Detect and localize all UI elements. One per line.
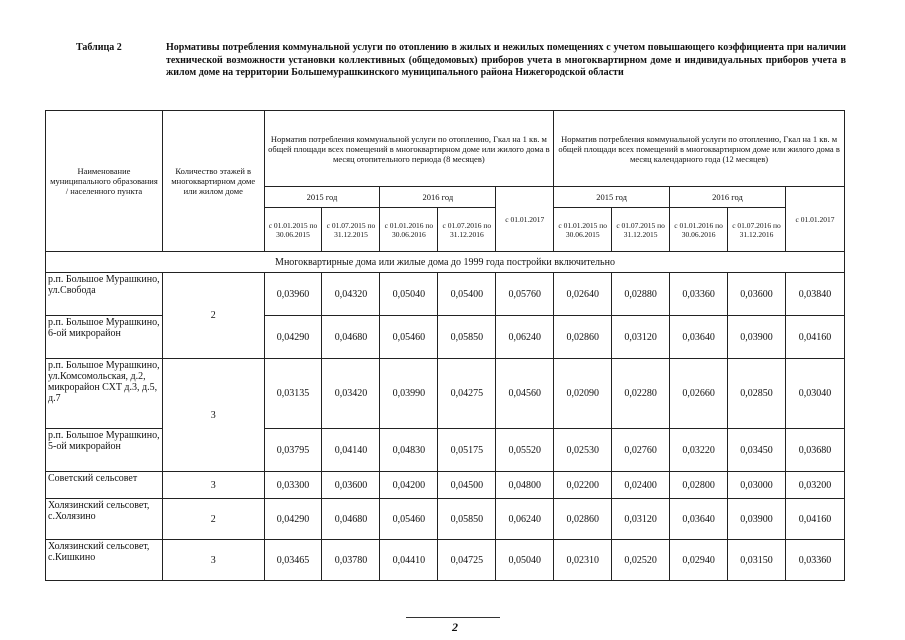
norm-value-cell: 0,03420	[322, 359, 380, 429]
norm-value-cell: 0,05460	[380, 499, 438, 540]
norm-value-cell: 0,03450	[728, 429, 786, 472]
norm-value-cell: 0,06240	[496, 316, 554, 359]
norm-value-cell: 0,03640	[670, 499, 728, 540]
norm-value-cell: 0,04200	[380, 472, 438, 499]
table-row	[46, 273, 845, 316]
norm-value-cell: 0,02660	[670, 359, 728, 429]
page-number: 2	[452, 620, 458, 634]
norm-value-cell: 0,03150	[728, 540, 786, 581]
header-period: с 01.07.2016 по 31.12.2016	[728, 208, 786, 252]
norm-value-cell: 0,03600	[728, 273, 786, 316]
norm-value-cell: 0,04290	[264, 316, 322, 359]
norm-value-cell: 0,02530	[554, 429, 612, 472]
place-name-cell: р.п. Большое Мурашкино, 5-ой микрорайон	[46, 429, 163, 472]
place-name-cell: Холязинский сельсовет, с.Холязино	[46, 499, 163, 540]
header-year-2016: 2016 год	[380, 187, 496, 208]
norm-value-cell: 0,03000	[728, 472, 786, 499]
place-name-cell: р.п. Большое Мурашкино, 6-ой микрорайон	[46, 316, 163, 359]
header-period: с 01.01.2015 по 30.06.2015	[554, 208, 612, 252]
table-body	[46, 273, 845, 581]
norm-value-cell: 0,04560	[496, 359, 554, 429]
floors-cell: 3	[162, 359, 264, 472]
norm-value-cell: 0,05850	[438, 316, 496, 359]
norm-value-cell: 0,03680	[785, 429, 844, 472]
norm-value-cell: 0,05040	[496, 540, 554, 581]
norm-value-cell: 0,04830	[380, 429, 438, 472]
table-row	[46, 359, 845, 429]
header-year-2015: 2015 год	[264, 187, 380, 208]
norm-value-cell: 0,02280	[612, 359, 670, 429]
place-name-cell: р.п. Большое Мурашкино, ул.Свобода	[46, 273, 163, 316]
norm-value-cell: 0,04410	[380, 540, 438, 581]
norm-value-cell: 0,02400	[612, 472, 670, 499]
norm-value-cell: 0,04320	[322, 273, 380, 316]
table-label: Таблица 2	[76, 42, 122, 53]
section-title: Многоквартирные дома или жилые дома до 1999 года постройки включительно	[46, 252, 845, 273]
header-period: с 01.01.2016 по 30.06.2016	[380, 208, 438, 252]
table-caption	[76, 42, 846, 80]
norm-value-cell: 0,04290	[264, 499, 322, 540]
norm-value-cell: 0,05520	[496, 429, 554, 472]
norm-value-cell: 0,02850	[728, 359, 786, 429]
norm-value-cell: 0,04160	[785, 316, 844, 359]
norm-value-cell: 0,02860	[554, 316, 612, 359]
norm-value-cell: 0,02860	[554, 499, 612, 540]
place-name-cell: р.п. Большое Мурашкино, ул.Комсомольская, д.2, микрорайон СХТ д.3, д.5, д.7	[46, 359, 163, 429]
header-period: с 01.01.2015 по 30.06.2015	[264, 208, 322, 252]
norm-value-cell: 0,04680	[322, 499, 380, 540]
table-row	[46, 540, 845, 581]
norm-value-cell: 0,03600	[322, 472, 380, 499]
header-year-2016: 2016 год	[670, 187, 786, 208]
norm-value-cell: 0,02940	[670, 540, 728, 581]
norm-value-cell: 0,04680	[322, 316, 380, 359]
place-name-cell: Холязинский сельсовет, с.Кишкино	[46, 540, 163, 581]
header-period: с 01.01.2016 по 30.06.2016	[670, 208, 728, 252]
norm-value-cell: 0,02520	[612, 540, 670, 581]
norm-value-cell: 0,02880	[612, 273, 670, 316]
header-period: с 01.01.2017	[496, 187, 554, 252]
norm-value-cell: 0,03120	[612, 499, 670, 540]
table-title: Нормативы потребления коммунальной услуги по отоплению в жилых и нежилых помещениях с учетом повышающего коэффициента при наличии технической возможности установки коллективных (общедомовых) приборов учета в многоквартирном доме и индивидуальных приборов учета в жилом доме на территории Большемурашкинского муниципального района Нижегородской области	[166, 42, 846, 78]
table-row	[46, 472, 845, 499]
norm-value-cell: 0,03135	[264, 359, 322, 429]
norm-value-cell: 0,02760	[612, 429, 670, 472]
norm-value-cell: 0,04160	[785, 499, 844, 540]
norm-value-cell: 0,02640	[554, 273, 612, 316]
floors-cell: 3	[162, 540, 264, 581]
header-place: Наименование муниципального образования / населенного пункта	[46, 111, 163, 252]
norm-value-cell: 0,03900	[728, 316, 786, 359]
norm-value-cell: 0,03360	[785, 540, 844, 581]
norm-value-cell: 0,04140	[322, 429, 380, 472]
norm-value-cell: 0,03040	[785, 359, 844, 429]
footer-divider	[406, 617, 500, 618]
norm-value-cell: 0,03465	[264, 540, 322, 581]
place-name-cell: Советский сельсовет	[46, 472, 163, 499]
norm-value-cell: 0,05400	[438, 273, 496, 316]
norms-table	[45, 110, 845, 581]
norm-value-cell: 0,03900	[728, 499, 786, 540]
norm-value-cell: 0,03640	[670, 316, 728, 359]
norm-value-cell: 0,02090	[554, 359, 612, 429]
norm-value-cell: 0,05850	[438, 499, 496, 540]
norm-value-cell: 0,03960	[264, 273, 322, 316]
norm-value-cell: 0,04800	[496, 472, 554, 499]
header-period: с 01.01.2017	[785, 187, 844, 252]
norm-value-cell: 0,05040	[380, 273, 438, 316]
header-year-2015: 2015 год	[554, 187, 670, 208]
norm-value-cell: 0,03220	[670, 429, 728, 472]
norm-value-cell: 0,02310	[554, 540, 612, 581]
norm-value-cell: 0,05760	[496, 273, 554, 316]
header-period: с 01.07.2015 по 31.12.2015	[322, 208, 380, 252]
norm-value-cell: 0,02200	[554, 472, 612, 499]
norm-value-cell: 0,04275	[438, 359, 496, 429]
floors-cell: 3	[162, 472, 264, 499]
norm-value-cell: 0,03840	[785, 273, 844, 316]
norm-value-cell: 0,04500	[438, 472, 496, 499]
norm-value-cell: 0,03200	[785, 472, 844, 499]
norm-value-cell: 0,03795	[264, 429, 322, 472]
norm-value-cell: 0,03120	[612, 316, 670, 359]
header-group-calendar-year: Норматив потребления коммунальной услуги по отоплению, Гкал на 1 кв. м общей площади всех помещений в многоквартирном доме или жилого дома в месяц календарного года (12 месяцев)	[554, 111, 845, 187]
norm-value-cell: 0,06240	[496, 499, 554, 540]
header-group-heating-period: Норматив потребления коммунальной услуги по отоплению, Гкал на 1 кв. м общей площади всех помещений в многоквартирном доме или жилого дома в месяц отопительного периода (8 месяцев)	[264, 111, 554, 187]
norm-value-cell: 0,02800	[670, 472, 728, 499]
floors-cell: 2	[162, 499, 264, 540]
norm-value-cell: 0,03990	[380, 359, 438, 429]
table-row	[46, 499, 845, 540]
norm-value-cell: 0,04725	[438, 540, 496, 581]
norm-value-cell: 0,03780	[322, 540, 380, 581]
norm-value-cell: 0,03360	[670, 273, 728, 316]
header-period: с 01.07.2016 по 31.12.2016	[438, 208, 496, 252]
norm-value-cell: 0,05175	[438, 429, 496, 472]
header-period: с 01.07.2015 по 31.12.2015	[612, 208, 670, 252]
norm-value-cell: 0,05460	[380, 316, 438, 359]
header-floors: Количество этажей в многоквартирном доме или жилом доме	[162, 111, 264, 252]
norm-value-cell: 0,03300	[264, 472, 322, 499]
floors-cell: 2	[162, 273, 264, 359]
